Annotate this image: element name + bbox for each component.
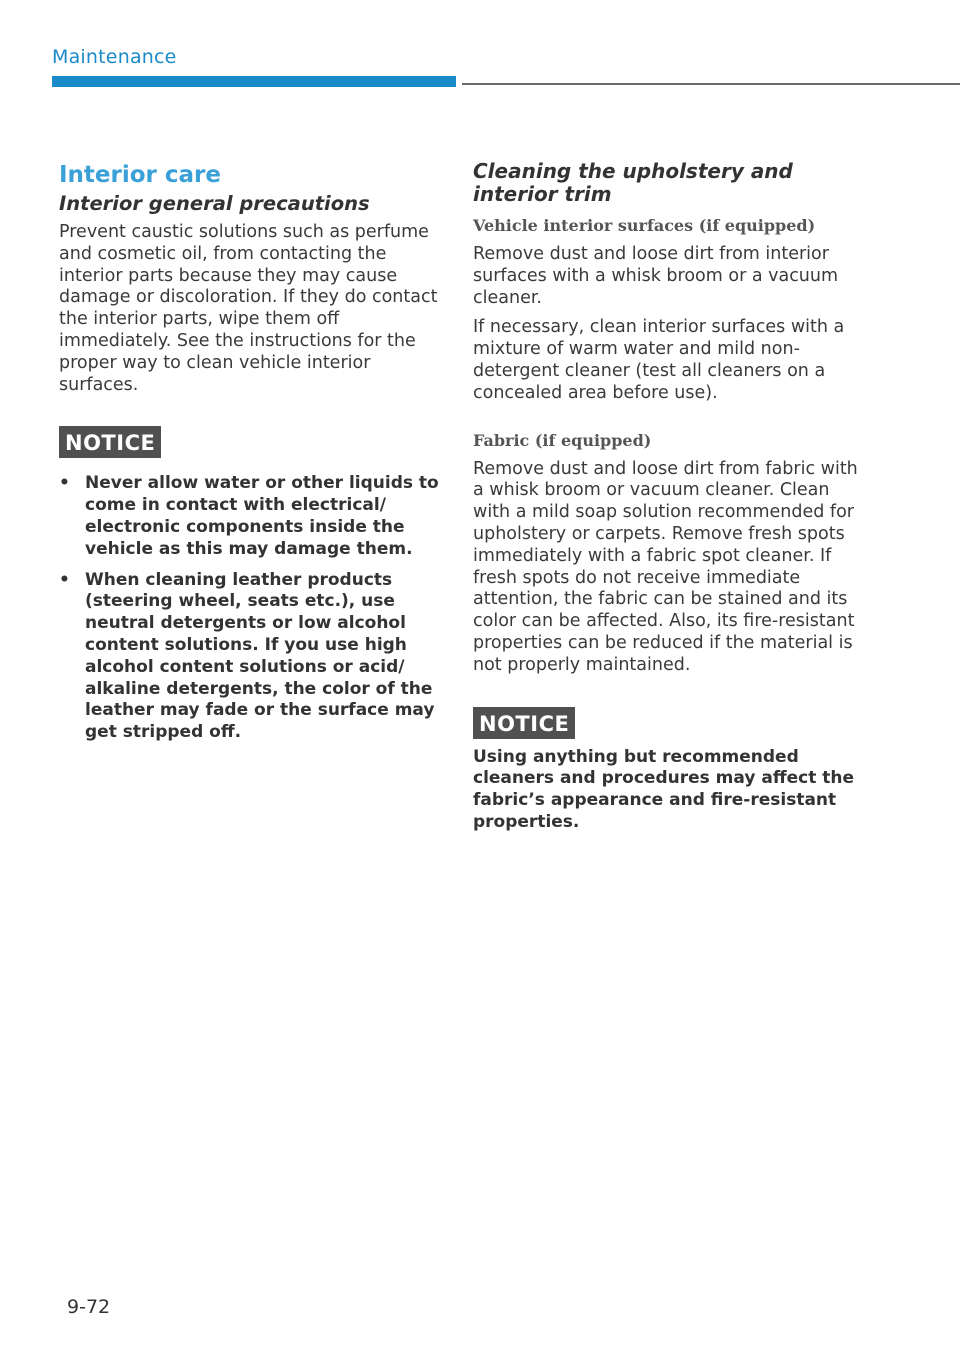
- bullet-icon: •: [59, 473, 70, 494]
- notice-item-text: When cleaning leather products (steering wheel, seats etc.), use neutral detergents or low alcohol content solutions. If you use high alcohol content solutions or acid/ alkaline detergents, the color of the leather may fade or the surface may get stripped off.: [85, 569, 435, 743]
- right-column: [473, 160, 858, 834]
- subsection-title: Interior general precautions: [59, 192, 370, 215]
- left-column: [59, 160, 439, 753]
- section-title: Interior care: [59, 162, 221, 188]
- notice-item: [59, 570, 439, 744]
- interior-surfaces-heading: Vehicle interior surfaces (if equipped): [473, 216, 816, 235]
- fabric-heading: Fabric (if equipped): [473, 430, 652, 450]
- section-label: Maintenance: [52, 46, 177, 68]
- notice-box: [59, 426, 439, 744]
- bullet-icon: •: [59, 569, 70, 590]
- page-number: 9-72: [67, 1296, 111, 1318]
- notice-list: [59, 473, 439, 744]
- upholstery-title: Cleaning the upholstery and interior trim: [473, 159, 793, 206]
- interior-surfaces-paragraph-2: If necessary, clean interior surfaces with a mixture of warm water and mild non-detergent cleaner (test all cleaners on a concealed area before use).: [473, 317, 845, 403]
- notice-badge: NOTICE: [59, 426, 161, 458]
- fabric-notice-text: Using anything but recommended cleaners and procedures may affect the fabric’s appearance and fire-resistant properties.: [473, 746, 854, 832]
- header-rule-accent: [52, 76, 456, 87]
- fabric-paragraph: Remove dust and loose dirt from fabric with a whisk broom or vacuum cleaner. Clean with a mild soap solution recommended for upholstery or carpets. Remove fresh spots immediately with a fabric spot cleaner. If fresh spots do not receive immediate attention, the fabric can be stained and its color can be affected. Also, its fire-resistant properties can be reduced if the material is not properly maintained.: [473, 458, 858, 675]
- notice-badge: NOTICE: [473, 707, 575, 739]
- header-rule-thin: [462, 83, 960, 85]
- notice-item: [59, 473, 439, 560]
- fabric-notice-box: [473, 707, 858, 834]
- interior-surfaces-paragraph-1: Remove dust and loose dirt from interior surfaces with a whisk broom or a vacuum cleaner.: [473, 244, 839, 308]
- precautions-paragraph: Prevent caustic solutions such as perfume and cosmetic oil, from contacting the interior parts because they may cause damage or discoloration. If they do contact the interior parts, wipe them off immediately. See the instructions for the proper way to clean vehicle interior surfaces.: [59, 222, 438, 395]
- notice-item-text: Never allow water or other liquids to come in contact with electrical/ electronic components inside the vehicle as this may damage them.: [85, 473, 439, 559]
